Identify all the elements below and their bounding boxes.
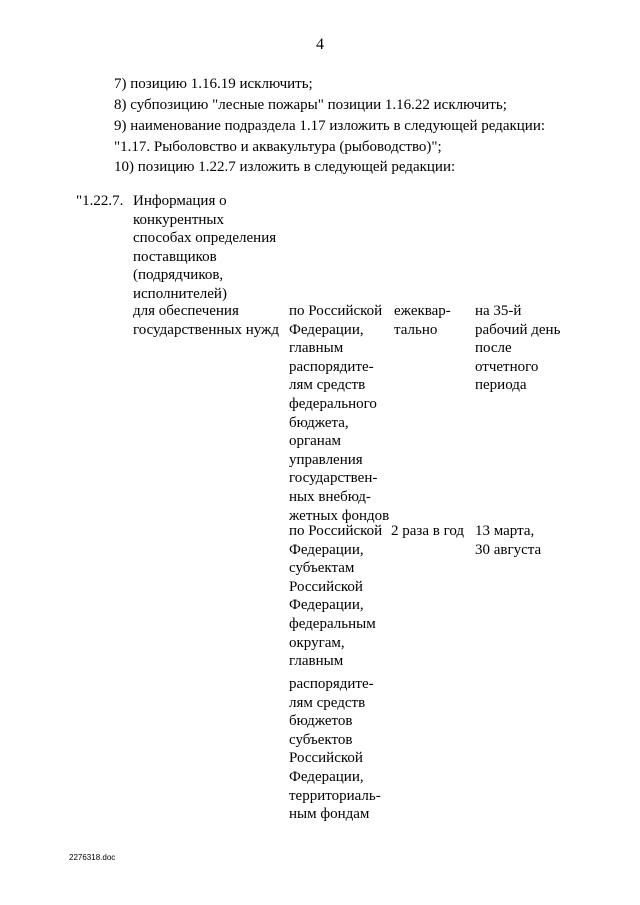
frequency-line: тально	[394, 321, 438, 338]
row-3-scope	[289, 675, 381, 824]
scope-line: распорядите-	[289, 358, 374, 375]
paragraph-item-9: 9) наименование подраздела 1.17 изложить в следующей редакции:	[114, 118, 546, 134]
scope-line: федерального	[289, 395, 377, 412]
scope-line: управления	[289, 451, 363, 468]
scope-line: жетных фондов	[289, 507, 390, 524]
scope-line: субъектам	[289, 560, 355, 577]
paragraph-item-10: 10) позицию 1.22.7 изложить в следующей редакции:	[114, 159, 456, 175]
row-2-deadline	[475, 522, 541, 559]
scope-line: Федерации,	[289, 768, 364, 785]
scope-line: ных внебюд-	[289, 488, 371, 505]
paragraph-item-8: 8) субпозицию "лесные пожары" позиции 1.16.22 исключить;	[114, 97, 507, 113]
scope-line: Федерации,	[289, 321, 364, 338]
deadline-line: рабочий день	[475, 321, 561, 338]
scope-line: Федерации,	[289, 597, 364, 614]
scope-line: субъектов	[289, 731, 353, 748]
scope-line: главным	[289, 653, 344, 670]
scope-line: распорядите-	[289, 676, 374, 692]
position-title-line: способах определения	[133, 230, 277, 247]
scope-line: ным фондам	[289, 806, 370, 823]
scope-line: Российской	[289, 578, 363, 595]
row-2-frequency	[391, 522, 464, 541]
subitem-label	[133, 302, 279, 339]
row-1-scope	[289, 302, 389, 525]
position-title-line: поставщиков	[133, 248, 217, 265]
position-title-line: исполнителей)	[133, 285, 227, 302]
scope-line: федеральным	[289, 615, 376, 632]
document-filename: 2276318.doc	[69, 853, 116, 862]
deadline-line: 13 марта,	[475, 523, 535, 539]
row-1-frequency	[394, 302, 451, 339]
scope-line: органам	[289, 433, 341, 450]
scope-line: по Российской	[289, 523, 383, 539]
paragraph-item-9-quote: "1.17. Рыболовство и аквакультура (рыбоводство)";	[114, 139, 442, 155]
deadline-line: отчетного	[475, 358, 539, 375]
position-title	[133, 192, 276, 304]
scope-line: лям средств	[289, 377, 366, 394]
position-title-line: (подрядчиков,	[133, 267, 224, 284]
page-number: 4	[316, 36, 324, 53]
deadline-line: после	[475, 340, 512, 357]
frequency-line: 2 раза в год	[391, 523, 465, 539]
position-number: "1.22.7.	[76, 193, 124, 209]
subitem-line: государственных нужд	[133, 321, 280, 338]
scope-line: округам,	[289, 634, 345, 651]
scope-line: лям средств	[289, 694, 366, 711]
scope-line: территориаль-	[289, 787, 381, 804]
position-title-line: конкурентных	[133, 211, 224, 228]
scope-line: главным	[289, 340, 344, 357]
deadline-line: 30 августа	[475, 541, 542, 558]
subitem-line: для обеспечения	[133, 303, 239, 319]
deadline-line: периода	[475, 377, 527, 394]
frequency-line: ежеквар-	[394, 303, 451, 319]
scope-line: государствен-	[289, 470, 378, 487]
position-title-line: Информация о	[133, 193, 227, 209]
scope-line: бюджета,	[289, 414, 349, 431]
deadline-line: на 35-й	[475, 303, 522, 319]
row-1-deadline	[475, 302, 560, 395]
scope-line: по Российской	[289, 303, 383, 319]
scope-line: Российской	[289, 750, 363, 767]
paragraph-item-7: 7) позицию 1.16.19 исключить;	[114, 76, 313, 92]
scope-line: бюджетов	[289, 713, 353, 730]
row-2-scope	[289, 522, 382, 671]
scope-line: Федерации,	[289, 541, 364, 558]
